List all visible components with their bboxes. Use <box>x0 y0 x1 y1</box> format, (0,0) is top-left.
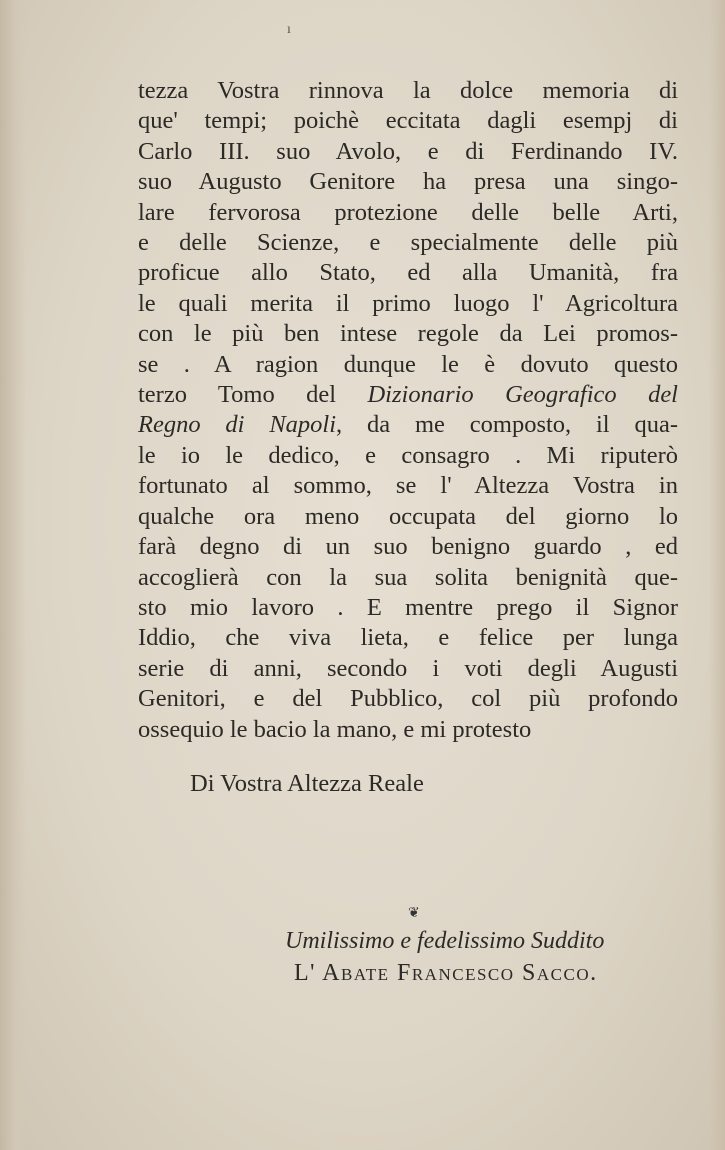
text-line-11 <box>138 380 678 410</box>
text-line-22: ossequio le bacio la mano, e mi protesto <box>138 715 532 743</box>
text-line-13: le io le dedico, e consagro . Mi riputerò <box>138 441 678 469</box>
signature-title: Umilissimo e fedelissimo Suddito <box>285 928 605 954</box>
text-line-4: suo Augusto Genitore ha presa una singo- <box>138 168 678 196</box>
text-line-19: Iddio, che viva lieta, e felice per lunga <box>138 624 678 652</box>
text-line-12 <box>138 410 678 440</box>
dedication-body <box>138 76 678 745</box>
page-mark: ı <box>287 22 291 37</box>
book-title-italic: Dizionario Geografico del <box>367 381 678 409</box>
text-line-17: accoglierà con la sua solita benignità que- <box>138 563 678 591</box>
text-line-15: qualche ora meno occupata del giorno lo <box>138 502 678 530</box>
text-line-14: fortunato al sommo, se l' Altezza Vostra in <box>138 472 678 500</box>
text-line-2: que' tempi; poichè eccitata dagli esempj di <box>138 107 678 135</box>
text-line-21: Genitori, e del Pubblico, col più profondo <box>138 685 678 713</box>
book-title-italic-cont: Regno di Napoli <box>138 411 337 439</box>
text-line-10: se . A ragion dunque le è dovuto questo <box>138 350 678 378</box>
text-line-18: sto mio lavoro . E mentre prego il Signor <box>138 593 678 621</box>
text-line-3: Carlo III. suo Avolo, e di Ferdinando IV. <box>138 137 678 165</box>
text-line-20: serie di anni, secondo i voti degli Augusti <box>138 654 678 682</box>
text-line-11-roman: terzo Tomo del <box>138 381 368 409</box>
text-line-1: tezza Vostra rinnova la dolce memoria di <box>138 77 678 104</box>
text-line-6: e delle Scienze, e specialmente delle più <box>138 229 678 257</box>
text-line-12-roman: , da me composto, il qua- <box>336 411 678 439</box>
closing-salutation: Di Vostra Altezza Reale <box>190 770 424 797</box>
ornament-icon: ❦ <box>408 905 420 921</box>
text-line-8: le quali merita il primo luogo l' Agricoltura <box>138 289 678 317</box>
text-line-7: proficue allo Stato, ed alla Umanità, fra <box>138 259 678 287</box>
text-line-9: con le più ben intese regole da Lei promos- <box>138 320 678 348</box>
page-binding-edge <box>0 0 26 1150</box>
page-outer-edge <box>709 0 725 1150</box>
text-line-5: lare fervorosa protezione delle belle Arti, <box>138 198 678 226</box>
signature-name: L' Abate Francesco Sacco. <box>294 960 598 986</box>
text-line-16: farà degno di un suo benigno guardo , ed <box>138 533 678 561</box>
